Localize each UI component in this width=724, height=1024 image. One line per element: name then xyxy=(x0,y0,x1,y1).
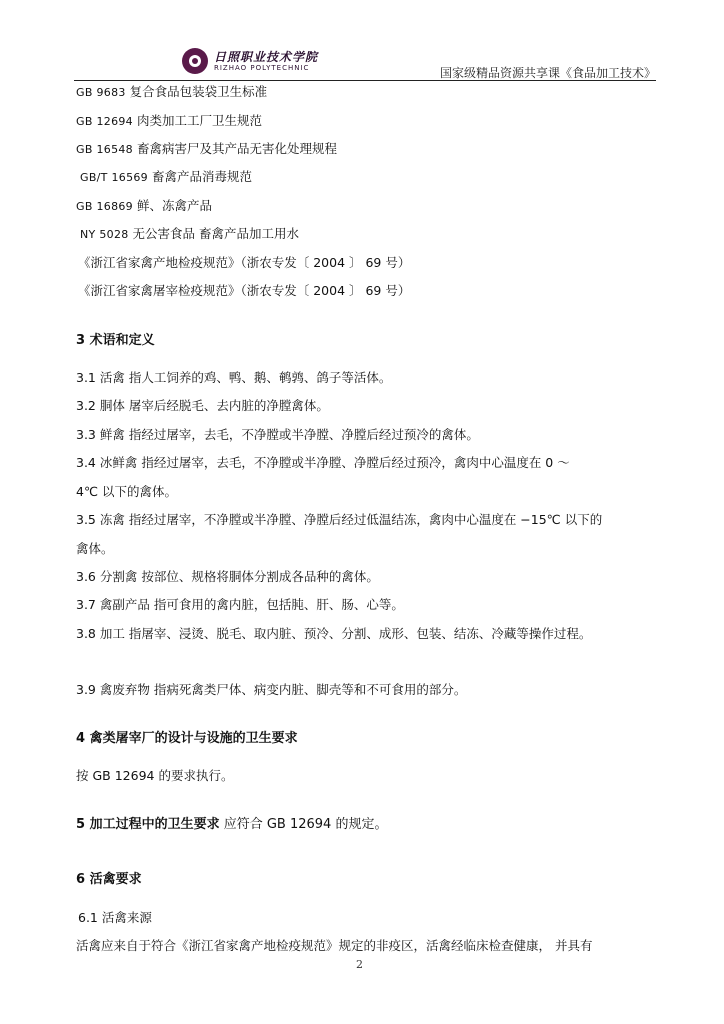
section-3-heading: 3 术语和定义 xyxy=(76,333,155,348)
regulation-item: 《浙江省家禽产地检疫规范》（浙农专发〔 2004 〕 69 号） xyxy=(78,255,411,270)
subsection-6-1-heading: 6.1 活禽来源 xyxy=(78,910,152,925)
definition-item: 3.9 禽废弃物 指病死禽类尸体、病变内脏、脚壳等和不可食用的部分。 xyxy=(76,682,467,697)
definition-item: 3.8 加工 指屠宰、浸烫、脱毛、取内脏、预冷、分割、成形、包装、结冻、冷藏等操作过程。 xyxy=(76,626,592,641)
definition-item: 3.2 胴体 屠宰后经脱毛、去内脏的净膛禽体。 xyxy=(76,398,329,413)
page-header xyxy=(74,42,656,82)
definition-item-continued: 4℃ 以下的禽体。 xyxy=(76,484,177,499)
course-title: 国家级精品资源共享课《食品加工技术》 xyxy=(439,66,656,80)
page-number: 2 xyxy=(356,958,363,971)
section-5-heading: 5 加工过程中的卫生要求 应符合 GB 12694 的规定。 xyxy=(76,817,388,832)
section-4-heading: 4 禽类屠宰厂的设计与设施的卫生要求 xyxy=(76,731,298,746)
standard-item: GB 9683 复合食品包装袋卫生标准 xyxy=(76,84,268,99)
standard-item: GB 16869 鲜、冻禽产品 xyxy=(76,198,212,213)
school-emblem-icon xyxy=(182,48,208,74)
header-divider xyxy=(74,80,656,81)
standard-item: NY 5028 无公害食品 畜禽产品加工用水 xyxy=(80,226,300,241)
definition-item-continued: 禽体。 xyxy=(76,541,114,556)
school-logo xyxy=(182,46,318,76)
standard-item: GB/T 16569 畜禽产品消毒规范 xyxy=(80,169,253,184)
standard-item: GB 12694 肉类加工工厂卫生规范 xyxy=(76,113,262,128)
definition-item: 3.3 鲜禽 指经过屠宰，去毛，不净膛或半净膛、净膛后经过预冷的禽体。 xyxy=(76,427,479,442)
definition-item: 3.6 分割禽 按部位、规格将胴体分割成各品种的禽体。 xyxy=(76,569,379,584)
definition-item: 3.7 禽副产品 指可食用的禽内脏，包括肫、肝、肠、心等。 xyxy=(76,597,404,612)
logo-english-name: RIZHAO POLYTECHNIC xyxy=(214,63,310,72)
definition-item: 3.5 冻禽 指经过屠宰，不净膛或半净膛、净膛后经过低温结冻，禽肉中心温度在 −15℃ 以下的 xyxy=(76,512,603,527)
definition-item: 3.4 冰鲜禽 指经过屠宰，去毛，不净膛或半净膛、净膛后经过预冷，禽肉中心温度在 0 ～ xyxy=(76,455,570,470)
logo-chinese-name: 日照职业技术学院 xyxy=(214,49,319,64)
section-5-body: 应符合 GB 12694 的规定。 xyxy=(219,817,388,832)
section-6-body: 活禽应来自于符合《浙江省家禽产地检疫规范》规定的非疫区，活禽经临床检查健康， 并具有 xyxy=(76,938,593,953)
section-4-body: 按 GB 12694 的要求执行。 xyxy=(76,768,234,783)
regulation-item: 《浙江省家禽屠宰检疫规范》（浙农专发〔 2004 〕 69 号） xyxy=(78,283,411,298)
definition-item: 3.1 活禽 指人工饲养的鸡、鸭、鹅、鹌鹑、鸽子等活体。 xyxy=(76,370,392,385)
section-6-heading: 6 活禽要求 xyxy=(76,872,142,887)
standard-item: GB 16548 畜禽病害尸及其产品无害化处理规程 xyxy=(76,141,337,156)
